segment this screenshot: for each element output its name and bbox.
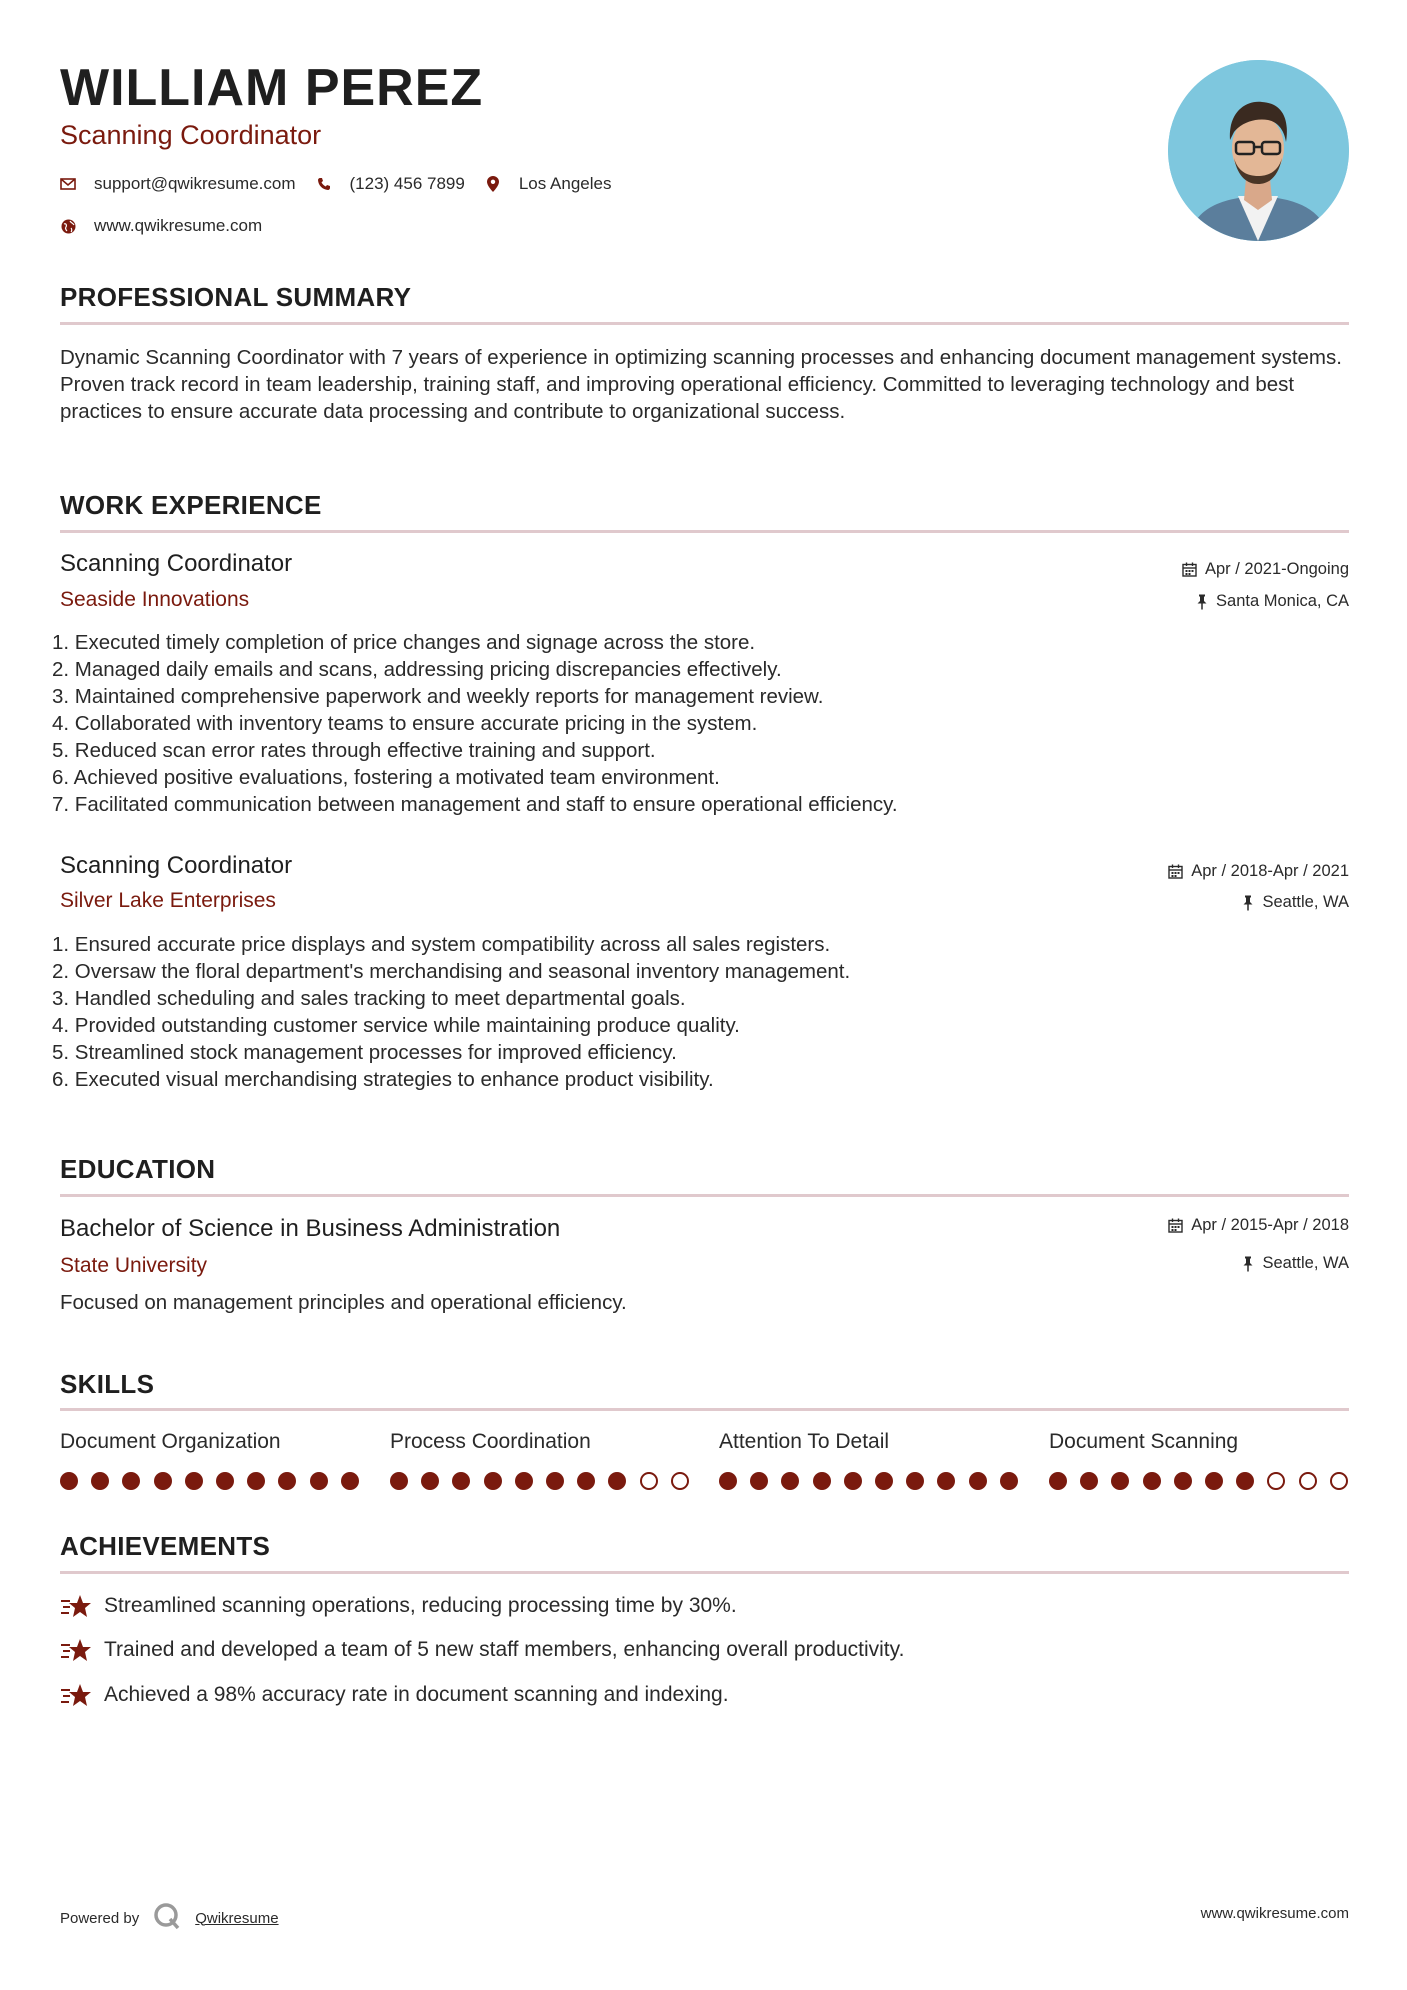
achievement-text: Trained and developed a team of 5 new staff members, enhancing overall productivity.: [104, 1638, 905, 1661]
list-item: 5. Reduced scan error rates through effective training and support.: [52, 739, 656, 762]
rating-dot-filled: [577, 1472, 595, 1490]
powered-by-label: Powered by: [60, 1909, 140, 1927]
job-title: Scanning Coordinator: [60, 550, 293, 577]
list-item: 2. Oversaw the floral department's merchandising and seasonal inventory management.: [52, 960, 851, 983]
pushpin-icon: [1242, 895, 1254, 911]
section-divider: [60, 530, 1349, 533]
rating-dot-filled: [546, 1472, 564, 1490]
location-text: Los Angeles: [518, 174, 612, 193]
footer-powered-by: [60, 1902, 279, 1934]
calendar-icon: [1168, 1218, 1183, 1233]
job-location-text: Santa Monica, CA: [1216, 592, 1349, 610]
rating-dot-empty: [1330, 1472, 1348, 1490]
section-divider: [60, 1408, 1349, 1411]
rating-dot-filled: [719, 1472, 737, 1490]
calendar-icon: [1168, 864, 1183, 879]
rating-dot-filled: [906, 1472, 924, 1490]
skill-rating: [719, 1472, 1031, 1490]
skill-item: [390, 1430, 700, 1454]
job-bullets: [52, 629, 1342, 818]
achievement-item: [60, 1636, 904, 1664]
skill-item: [719, 1430, 1029, 1454]
rating-dot-filled: [515, 1472, 533, 1490]
job-location: [1242, 893, 1349, 912]
rating-dot-filled: [484, 1472, 502, 1490]
rating-dot-filled: [390, 1472, 408, 1490]
job-bullets: [52, 931, 1342, 1093]
email-icon: [60, 176, 76, 192]
skill-name: Process Coordination: [390, 1430, 591, 1453]
rating-dot-filled: [421, 1472, 439, 1490]
rating-dot-filled: [875, 1472, 893, 1490]
skill-item: [60, 1430, 370, 1454]
job-dates: [1182, 560, 1349, 579]
degree-title: Bachelor of Science in Business Administration: [60, 1215, 561, 1242]
pushpin-icon: [1196, 594, 1208, 610]
achievements-heading: ACHIEVEMENTS: [60, 1531, 271, 1561]
skill-name: Document Scanning: [1049, 1430, 1239, 1453]
contact-row: [60, 174, 631, 194]
job-dates: [1168, 862, 1349, 881]
rating-dot-filled: [1174, 1472, 1192, 1490]
website-link[interactable]: www.qwikresume.com: [94, 216, 263, 235]
job-location: [1196, 592, 1349, 611]
company-name: Seaside Innovations: [60, 588, 250, 611]
rating-dot-empty: [671, 1472, 689, 1490]
rating-dot-empty: [640, 1472, 658, 1490]
job-dates-text: Apr / 2021-Ongoing: [1204, 560, 1349, 578]
location-pin-icon: [485, 176, 501, 192]
rating-dot-filled: [452, 1472, 470, 1490]
section-divider: [60, 1571, 1349, 1574]
list-item: 3. Handled scheduling and sales tracking to meet departmental goals.: [52, 987, 686, 1010]
website-row: [60, 216, 282, 236]
list-item: 4. Provided outstanding customer service while maintaining produce quality.: [52, 1014, 740, 1037]
shooting-star-icon: [60, 1681, 92, 1709]
rating-dot-filled: [844, 1472, 862, 1490]
rating-dot-filled: [1111, 1472, 1129, 1490]
skills-heading: SKILLS: [60, 1369, 155, 1399]
achievement-text: Streamlined scanning operations, reducing processing time by 30%.: [104, 1594, 737, 1617]
qwikresume-link[interactable]: Qwikresume: [195, 1909, 279, 1927]
rating-dot-filled: [216, 1472, 234, 1490]
list-item: 6. Executed visual merchandising strategies to enhance product visibility.: [52, 1068, 714, 1091]
list-item: 1. Ensured accurate price displays and system compatibility across all sales registers.: [52, 933, 831, 956]
list-item: 6. Achieved positive evaluations, fostering a motivated team environment.: [52, 766, 720, 789]
achievement-item: [60, 1592, 737, 1620]
company-name: Silver Lake Enterprises: [60, 889, 276, 912]
rating-dot-filled: [60, 1472, 78, 1490]
rating-dot-filled: [608, 1472, 626, 1490]
skill-item: [1049, 1430, 1359, 1454]
rating-dot-filled: [122, 1472, 140, 1490]
rating-dot-filled: [247, 1472, 265, 1490]
rating-dot-filled: [1143, 1472, 1161, 1490]
calendar-icon: [1182, 562, 1197, 577]
rating-dot-filled: [781, 1472, 799, 1490]
qwikresume-logo-icon: [153, 1902, 181, 1934]
education-heading: EDUCATION: [60, 1154, 216, 1184]
experience-heading: WORK EXPERIENCE: [60, 490, 322, 520]
rating-dot-empty: [1267, 1472, 1285, 1490]
achievement-text: Achieved a 98% accuracy rate in document scanning and indexing.: [104, 1683, 729, 1706]
list-item: 7. Facilitated communication between management and staff to ensure operational efficiency.: [52, 793, 898, 816]
school-name: State University: [60, 1254, 208, 1277]
rating-dot-filled: [750, 1472, 768, 1490]
rating-dot-filled: [1205, 1472, 1223, 1490]
skill-rating: [390, 1472, 702, 1490]
summary-heading: PROFESSIONAL SUMMARY: [60, 282, 412, 312]
education-dates-text: Apr / 2015-Apr / 2018: [1191, 1216, 1349, 1234]
email-link[interactable]: support@qwikresume.com: [94, 174, 296, 193]
rating-dot-filled: [969, 1472, 987, 1490]
candidate-role: Scanning Coordinator: [60, 120, 322, 150]
achievement-item: [60, 1681, 729, 1709]
skill-name: Document Organization: [60, 1430, 281, 1453]
rating-dot-filled: [310, 1472, 328, 1490]
skill-name: Attention To Detail: [719, 1430, 890, 1453]
rating-dot-filled: [185, 1472, 203, 1490]
rating-dot-filled: [278, 1472, 296, 1490]
shooting-star-icon: [60, 1636, 92, 1664]
section-divider: [60, 1194, 1349, 1197]
rating-dot-filled: [1049, 1472, 1067, 1490]
phone-icon: [316, 176, 332, 192]
list-item: 4. Collaborated with inventory teams to ensure accurate pricing in the system.: [52, 712, 758, 735]
rating-dot-filled: [91, 1472, 109, 1490]
section-divider: [60, 322, 1349, 325]
job-title: Scanning Coordinator: [60, 852, 293, 879]
job-location-text: Seattle, WA: [1262, 893, 1349, 911]
list-item: 3. Maintained comprehensive paperwork and weekly reports for management review.: [52, 685, 824, 708]
rating-dot-filled: [1236, 1472, 1254, 1490]
rating-dot-filled: [154, 1472, 172, 1490]
rating-dot-filled: [341, 1472, 359, 1490]
globe-icon: [60, 218, 76, 234]
list-item: 2. Managed daily emails and scans, addressing pricing discrepancies effectively.: [52, 658, 782, 681]
list-item: 1. Executed timely completion of price changes and signage across the store.: [52, 631, 756, 654]
candidate-name: WILLIAM PEREZ: [60, 59, 484, 117]
education-location-text: Seattle, WA: [1262, 1254, 1349, 1272]
summary-text: Dynamic Scanning Coordinator with 7 years of experience in optimizing scanning processes and enhancing document management systems. Proven track record in team leadership, training staff, and improving operational efficiency. Committed to leveraging technology and best practices to ensure accurate data processing and contribute to organizational success.: [60, 346, 1342, 423]
education-dates: [1168, 1216, 1349, 1235]
footer-website-link[interactable]: www.qwikresume.com: [1200, 1905, 1349, 1922]
skill-rating: [1049, 1472, 1361, 1490]
rating-dot-empty: [1299, 1472, 1317, 1490]
skill-rating: [60, 1472, 372, 1490]
rating-dot-filled: [937, 1472, 955, 1490]
phone-number: (123) 456 7899: [349, 174, 465, 193]
shooting-star-icon: [60, 1592, 92, 1620]
education-location: [1242, 1254, 1349, 1273]
rating-dot-filled: [813, 1472, 831, 1490]
education-description: Focused on management principles and operational efficiency.: [60, 1291, 627, 1314]
rating-dot-filled: [1000, 1472, 1018, 1490]
pushpin-icon: [1242, 1256, 1254, 1272]
profile-photo: [1168, 60, 1349, 241]
rating-dot-filled: [1080, 1472, 1098, 1490]
job-dates-text: Apr / 2018-Apr / 2021: [1191, 862, 1349, 880]
list-item: 5. Streamlined stock management processes for improved efficiency.: [52, 1041, 677, 1064]
